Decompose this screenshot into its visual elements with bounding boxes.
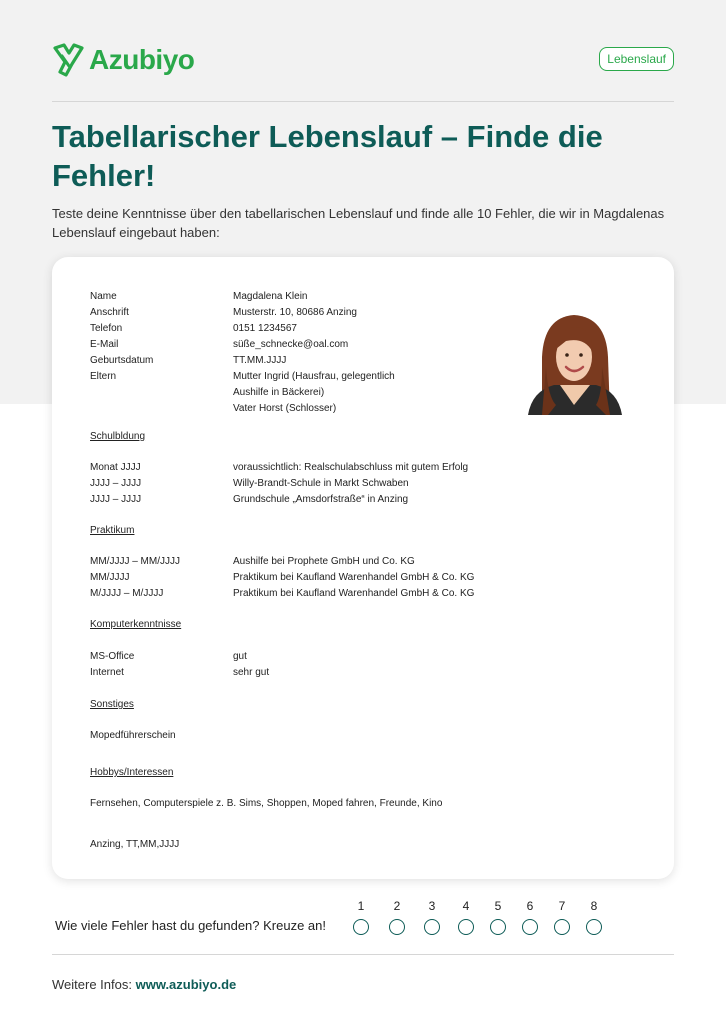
cv-value: Musterstr. 10, 80686 Anzing (233, 307, 357, 318)
cv-value: Aushilfe bei Prophete GmbH und Co. KG (233, 556, 415, 567)
header-divider (52, 101, 674, 102)
answer-radio[interactable] (389, 919, 405, 935)
cv-value: Aushilfe in Bäckerei) (233, 387, 325, 398)
answer-radio[interactable] (522, 919, 538, 935)
cv-value: süße_schnecke@oal.com (233, 339, 349, 350)
cv-value: sehr gut (233, 667, 270, 678)
cv-label: MM/JJJJ – MM/JJJJ (90, 556, 180, 567)
cv-label: M/JJJJ – M/JJJJ (90, 588, 164, 599)
cv-label: Mopedführerschein (90, 730, 176, 741)
footer-divider (52, 954, 674, 955)
section-heading-hobbys: Hobbys/Interessen (90, 767, 174, 778)
quiz-question: Wie viele Fehler hast du gefunden? Kreuze an! (55, 918, 327, 933)
cv-label: Geburtsdatum (90, 355, 154, 366)
footer-label: Weitere Infos: (52, 977, 132, 992)
cv-value: Grundschule „Amsdorfstraße“ in Anzing (233, 494, 409, 505)
cv-label: E-Mail (90, 339, 119, 350)
answer-number: 4 (462, 899, 470, 913)
answer-number: 7 (558, 899, 566, 913)
cv-label: MS-Office (90, 651, 135, 662)
answer-number: 8 (590, 899, 598, 913)
section-heading-schule: Schulbldung (90, 431, 146, 442)
cv-label: Name (90, 291, 117, 302)
website-link[interactable]: www.azubiyo.de (135, 977, 237, 992)
cv-label: Telefon (90, 323, 123, 334)
section-heading-praktikum: Praktikum (90, 525, 135, 536)
signature-line: Anzing, TT,MM,JJJJ (90, 839, 180, 850)
cv-value: 0151 1234567 (233, 323, 297, 334)
cv-card (52, 257, 674, 879)
section-heading-computer: Komputerkenntnisse (90, 619, 182, 630)
cv-value: Praktikum bei Kaufland Warenhandel GmbH & Co. KG (233, 572, 475, 583)
cv-label: JJJJ – JJJJ (90, 494, 142, 505)
cv-label: Fernsehen, Computerspiele z. B. Sims, Shoppen, Moped fahren, Freunde, Kino (90, 798, 443, 809)
cv-label: Monat JJJJ (90, 462, 141, 473)
cv-value: Mutter Ingrid (Hausfrau, gelegentlich (233, 371, 395, 382)
answer-radio[interactable] (490, 919, 506, 935)
section-heading-sonstiges: Sonstiges (90, 699, 134, 710)
answer-radio[interactable] (353, 919, 369, 935)
cv-value: Willy-Brandt-Schule in Markt Schwaben (233, 478, 409, 489)
intro-text: Teste deine Kenntnisse über den tabellarischen Lebenslauf und finde alle 10 Fehler, die wir in Magdalenas Lebenslauf eingebaut haben: (52, 206, 665, 240)
cv-value: Praktikum bei Kaufland Warenhandel GmbH & Co. KG (233, 588, 475, 599)
cv-label: JJJJ – JJJJ (90, 478, 142, 489)
cv-value: Vater Horst (Schlosser) (233, 403, 337, 414)
azubiyo-logo-icon (52, 42, 84, 78)
answer-number: 2 (393, 899, 401, 913)
category-badge: Lebenslauf (599, 47, 674, 71)
answer-number: 1 (357, 899, 365, 913)
footer (52, 977, 236, 992)
page-title: Tabellarischer Lebenslauf – Finde die Fehler! (52, 119, 603, 193)
azubiyo-logo[interactable] (52, 42, 194, 78)
answer-number: 3 (428, 899, 436, 913)
cv-value: gut (233, 651, 247, 662)
cv-label: Eltern (90, 371, 117, 382)
answer-radio[interactable] (554, 919, 570, 935)
answer-radio[interactable] (458, 919, 474, 935)
cv-value: voraussichtlich: Realschulabschluss mit gutem Erfolg (233, 462, 469, 473)
answer-number: 5 (494, 899, 502, 913)
answer-radio[interactable] (424, 919, 440, 935)
cv-label: MM/JJJJ (90, 572, 130, 583)
cv-label: Internet (90, 667, 124, 678)
cv-value: Magdalena Klein (233, 291, 308, 302)
cv-content (52, 257, 674, 879)
logo-text: Azubiyo (89, 44, 195, 75)
answer-radio[interactable] (586, 919, 602, 935)
answer-number: 6 (526, 899, 534, 913)
header (52, 42, 674, 82)
cv-value: TT.MM.JJJJ (233, 355, 287, 366)
cv-label: Anschrift (90, 307, 129, 318)
